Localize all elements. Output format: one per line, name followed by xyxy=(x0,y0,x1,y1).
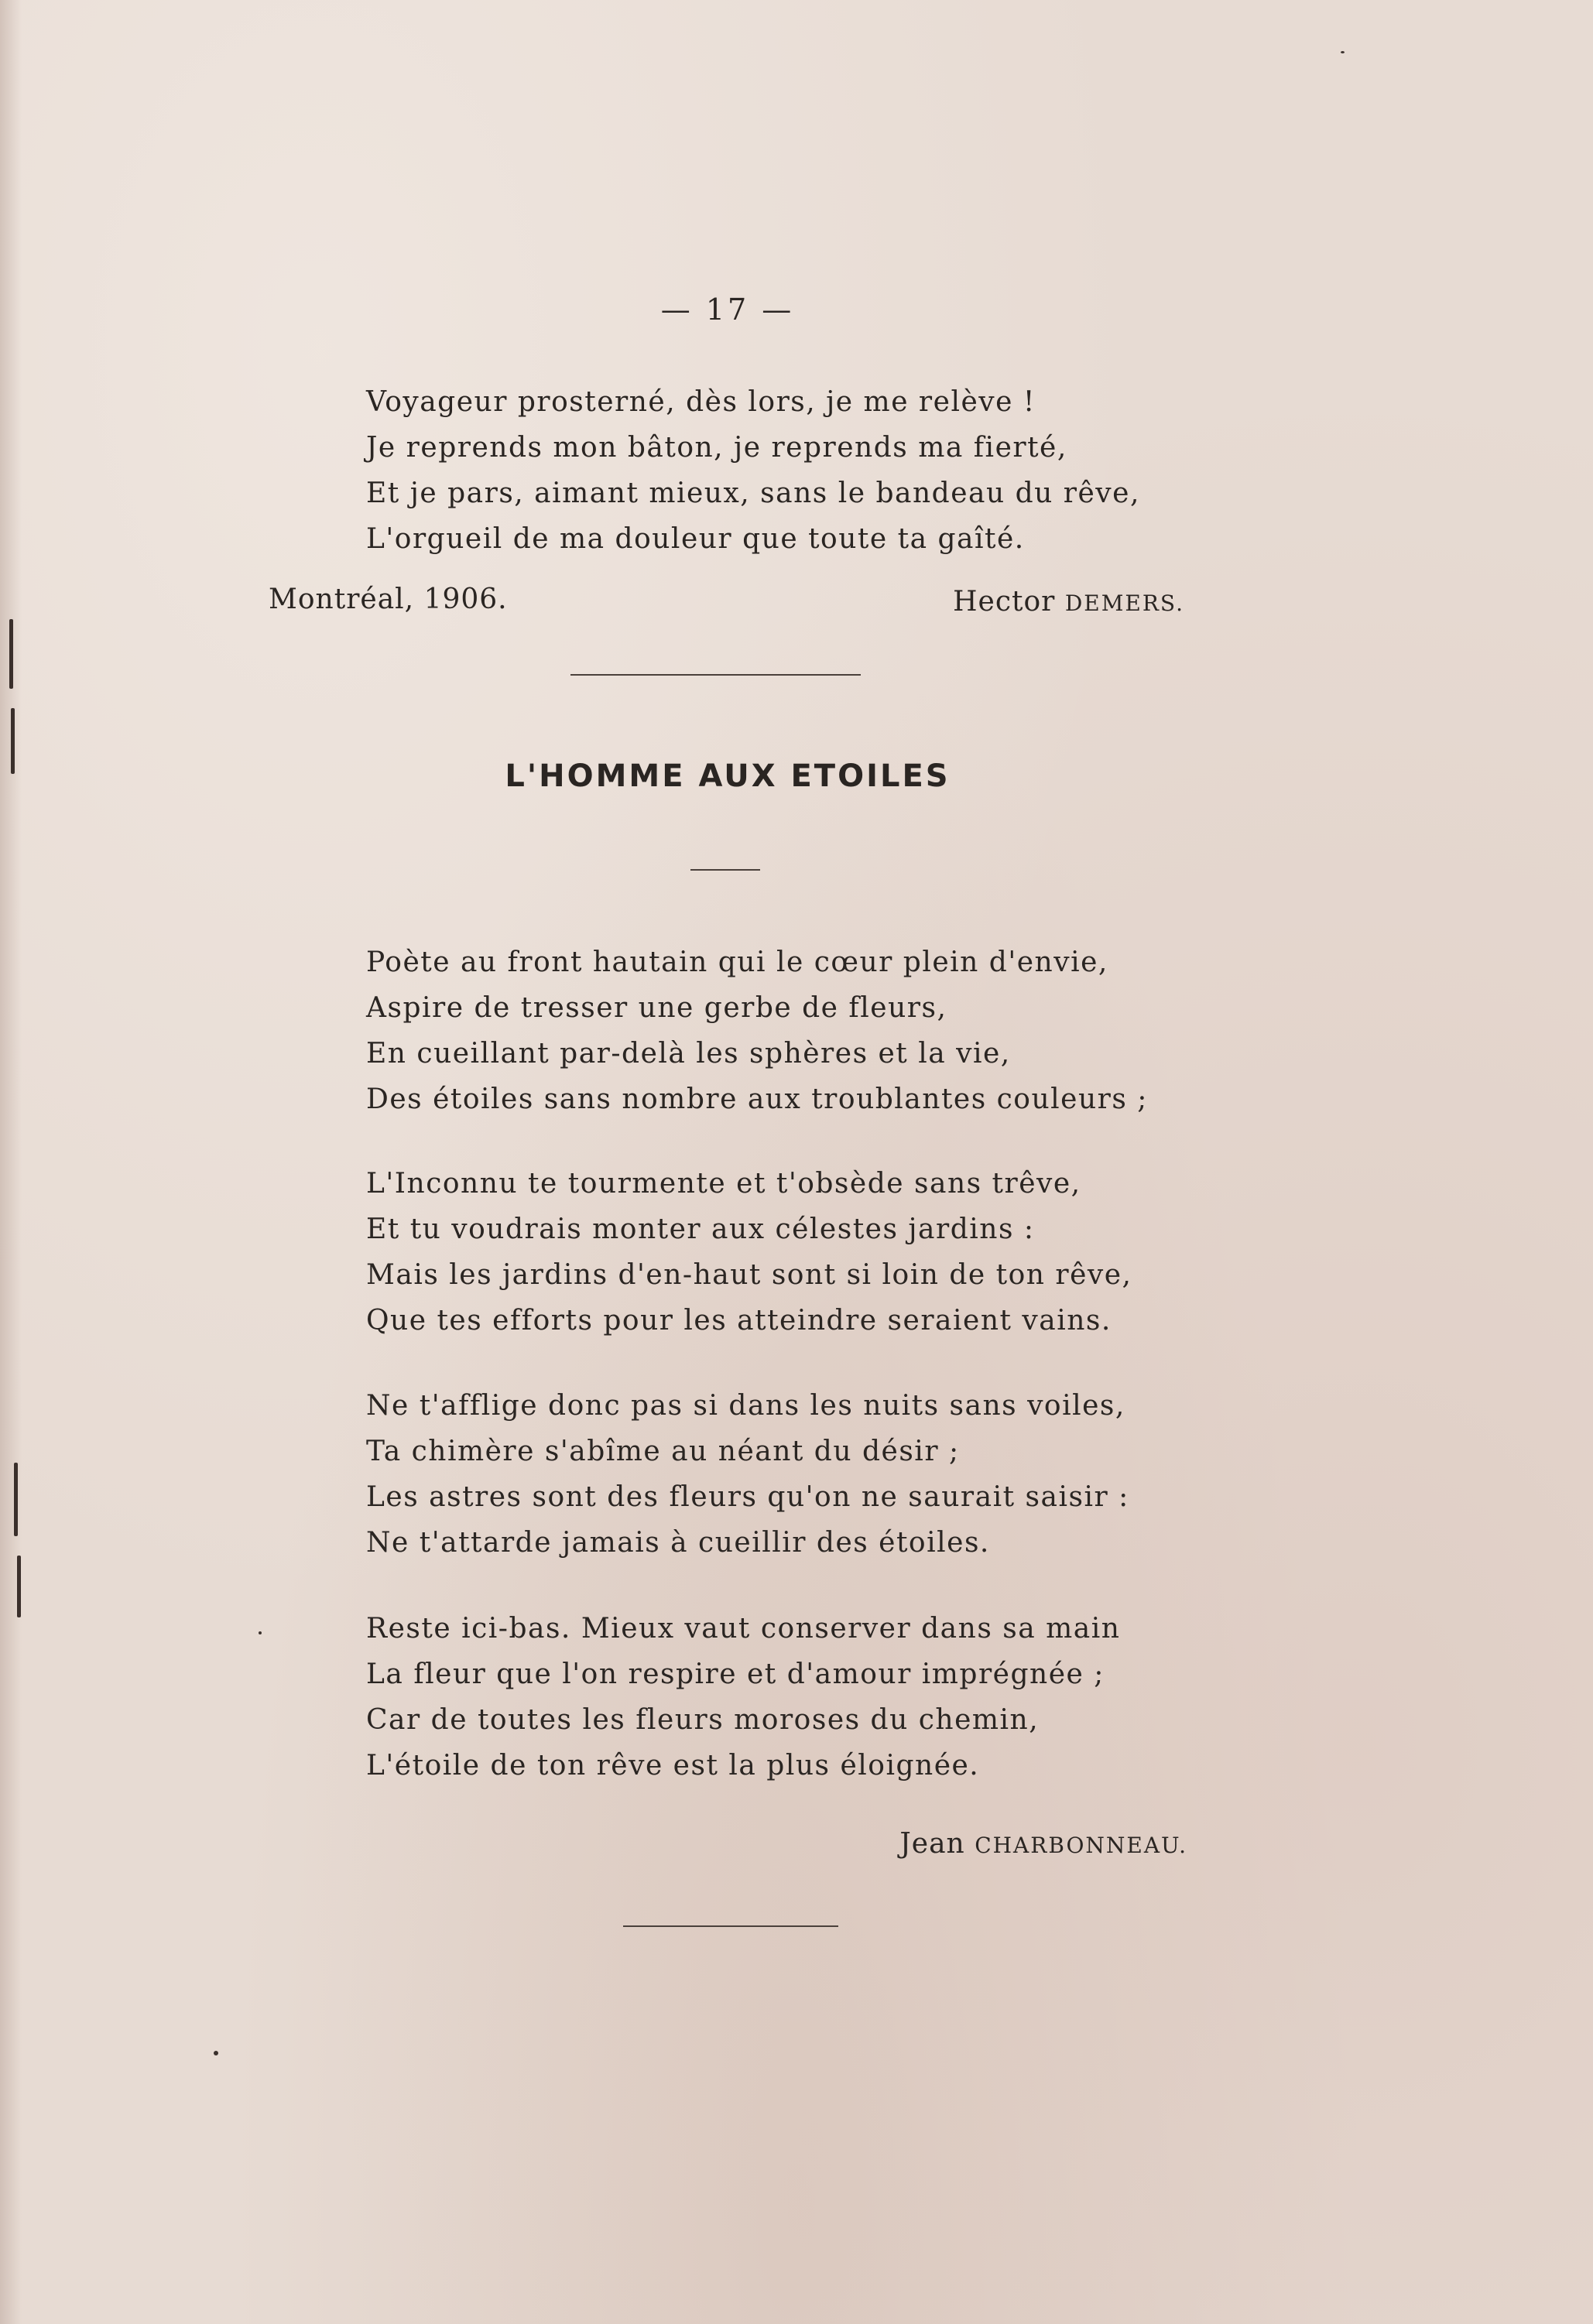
binding-edge xyxy=(0,0,22,2324)
verse-line: L'orgueil de ma douleur que toute ta gaîté. xyxy=(366,523,1025,555)
binding-stitch xyxy=(17,1556,21,1617)
poem-signature xyxy=(899,1828,1187,1860)
title-underline xyxy=(690,869,760,871)
stanza-2 xyxy=(366,1161,1132,1343)
section-divider xyxy=(623,1925,838,1927)
paper-speck xyxy=(214,2051,218,2055)
author-first-name: Hector xyxy=(953,586,1056,618)
verse-line: Ne t'afflige donc pas si dans les nuits sans voiles, xyxy=(366,1390,1125,1422)
verse-line: Mais les jardins d'en-haut sont si loin de ton rêve, xyxy=(366,1259,1132,1291)
verse-line: Que tes efforts pour les atteindre seraient vains. xyxy=(366,1305,1112,1337)
verse-line: Et tu voudrais monter aux célestes jardins : xyxy=(366,1213,1035,1245)
paper-speck xyxy=(259,1631,262,1634)
verse-line: Reste ici-bas. Mieux vaut conserver dans sa main xyxy=(366,1613,1121,1645)
author-surname: DEMERS. xyxy=(1064,590,1184,616)
previous-poem-signature xyxy=(953,586,1184,618)
paper-speck xyxy=(1341,51,1345,53)
verse-line: La fleur que l'on respire et d'amour imprégnée ; xyxy=(366,1658,1105,1690)
stanza-4 xyxy=(366,1606,1120,1788)
verse-line: L'étoile de ton rêve est la plus éloignée. xyxy=(366,1750,980,1782)
verse-line: Les astres sont des fleurs qu'on ne saurait saisir : xyxy=(366,1481,1129,1513)
verse-line: Ne t'attarde jamais à cueillir des étoiles. xyxy=(366,1527,990,1559)
verse-line: Poète au front hautain qui le cœur plein d'envie, xyxy=(366,946,1108,978)
stanza-1 xyxy=(366,940,1148,1122)
verse-line: Car de toutes les fleurs moroses du chemin, xyxy=(366,1704,1040,1736)
poem-title: L'HOMME AUX ETOILES xyxy=(505,758,951,794)
place-date: Montréal, 1906. xyxy=(269,584,508,615)
verse-line: Des étoiles sans nombre aux troublantes couleurs ; xyxy=(366,1083,1148,1115)
author-first-name: Jean xyxy=(899,1828,965,1860)
verse-line: Ta chimère s'abîme au néant du désir ; xyxy=(366,1436,960,1467)
verse-line: Aspire de tresser une gerbe de fleurs, xyxy=(366,992,947,1024)
author-surname: CHARBONNEAU. xyxy=(975,1833,1187,1858)
verse-line: Je reprends mon bâton, je reprends ma fierté, xyxy=(366,432,1067,464)
page-number: — 17 — xyxy=(660,293,795,327)
binding-stitch xyxy=(9,619,13,689)
stanza-3 xyxy=(366,1383,1129,1566)
verse-line: Voyageur prosterné, dès lors, je me relève ! xyxy=(366,386,1036,418)
verse-line: L'Inconnu te tourmente et t'obsède sans trêve, xyxy=(366,1168,1081,1200)
binding-stitch xyxy=(14,1463,18,1536)
verse-line: En cueillant par-delà les sphères et la vie, xyxy=(366,1038,1011,1070)
verse-line: Et je pars, aimant mieux, sans le bandeau du rêve, xyxy=(366,477,1140,509)
previous-poem-closing-stanza xyxy=(366,379,1140,562)
section-divider xyxy=(570,674,861,676)
